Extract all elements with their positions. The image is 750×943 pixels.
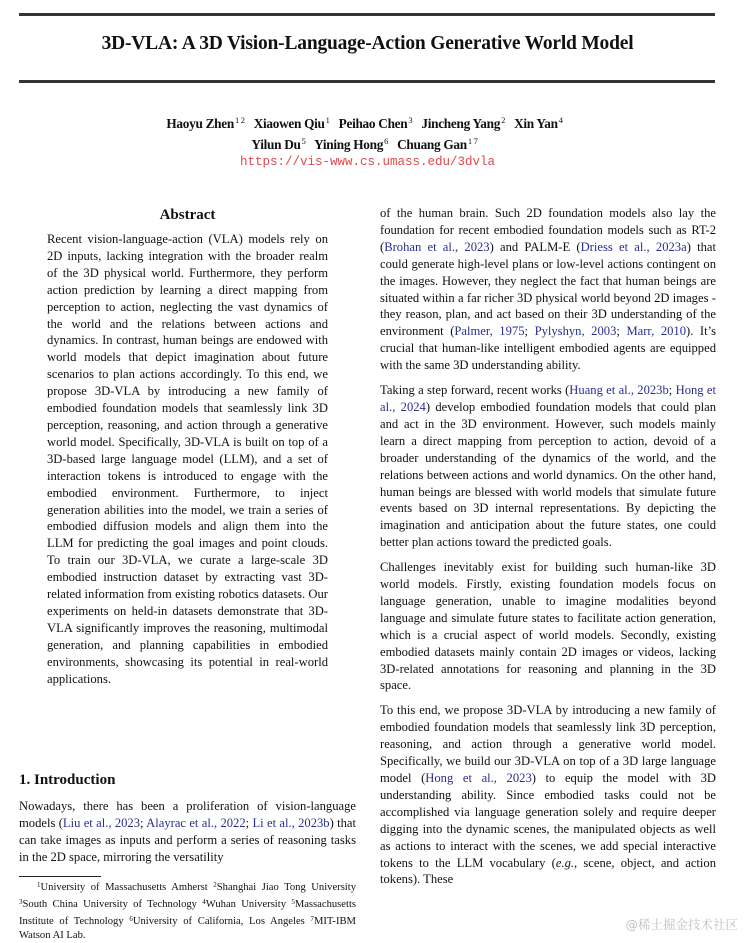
- right-column: [380, 205, 716, 896]
- author-name: Xiaowen Qiu: [253, 116, 325, 131]
- citation-link[interactable]: Hong et al., 2023: [425, 771, 532, 785]
- citation-link[interactable]: Palmer, 1975: [454, 324, 525, 339]
- left-column: [19, 205, 356, 864]
- italic-text: e.g.: [555, 855, 575, 870]
- citation-link[interactable]: Liu et al., 2023: [62, 815, 141, 830]
- citation-link[interactable]: Hong et al., 2024: [380, 383, 716, 414]
- body-text: ) that can take images as inputs and perform a series of reasoning tasks in the 2D space, mirroring the versatility: [19, 815, 356, 864]
- author-name: Peihao Chen: [338, 116, 408, 131]
- intro-paragraph-4: Challenges inevitably exist for building such human-like 3D world models. Firstly, existing foundation models focus on language generation, unable to imagine modalities beyond language and simulate future states to facilitate action generation, which is a crucial aspect of world models. Secondly, existing embodied datasets mainly contain 2D images or videos, lacking 3D-related annotations for reasoning and planning in the 3D space.: [380, 560, 716, 693]
- affiliation: Wuhan University: [205, 899, 292, 910]
- citation-link[interactable]: Huang et al., 2023b: [569, 383, 669, 398]
- author-affiliation: 1: [325, 115, 330, 125]
- author-affiliation: 4: [558, 115, 563, 125]
- abstract-heading: Abstract: [159, 207, 216, 223]
- body-text: ;: [245, 815, 253, 830]
- introduction-heading: 1. Introduction: [19, 772, 116, 788]
- author-line-2: [0, 133, 735, 154]
- author-affiliation: 1 7: [467, 135, 478, 146]
- body-text: Taking a step forward, recent works (: [380, 383, 570, 398]
- author-name: Yining Hong: [314, 136, 384, 152]
- project-url-link[interactable]: https://vis-www.cs.umass.edu/3dvla: [239, 155, 496, 169]
- intro-paragraph-2: [380, 205, 716, 374]
- author-affiliation: 5: [301, 135, 306, 146]
- footnote-mark: 6: [129, 915, 133, 923]
- author-affiliation: 2: [501, 115, 506, 125]
- affiliation: University of California, Los Angeles: [132, 916, 311, 927]
- footnote-mark: 1: [37, 881, 41, 889]
- citation-link[interactable]: Marr, 2010: [626, 324, 687, 339]
- affiliations-footnote: [19, 878, 356, 943]
- affiliation: Shanghai Jiao Tong University: [216, 882, 356, 893]
- body-text: ;: [668, 383, 676, 398]
- abstract-text: Recent vision-language-action (VLA) models rely on 2D inputs, lacking integration with the broader realm of the 3D physical world. Furthermore, they perform action prediction by learning a direct mapping from perception to action, neglecting the vast dynamics of the world and the relations between actions and dynamics. In contrast, human beings are endowed with world models that depict imagination about future scenarios to plan actions accordingly. To this end, we propose 3D-VLA by introducing a new family of embodied foundation models that seamlessly link 3D perception, reasoning, and action through a generative world model. Specifically, 3D-VLA is built on top of a 3D-based large language model (LLM), and a set of interaction tokens is introduced to engage with the embodied environment. Furthermore, to inject generation abilities into the model, we train a series of embodied diffusion models and align them into the LLM for predicting the goal images and point clouds. To train our 3D-VLA, we curate a large-scale 3D embodied instruction dataset by extracting vast 3D-related information from existing robotics datasets. Our experiments on held-in datasets demonstrate that 3D-VLA significantly improves the reasoning, multimodal generation, and planning capabilities in embodied environments, showcasing its potential in real-world applications.: [47, 232, 328, 686]
- body-text: To this end, we propose 3D-VLA by introducing a new family of embodied foundation models that seamlessly link 3D perception, reasoning, and action through a generative world model. Specifically, we build our 3D-VLA on top of a 3D large language model (: [380, 703, 716, 785]
- body-text: Nowadays, there has been a proliferation of vision-language models (: [19, 799, 356, 830]
- affiliation: Massachusetts Institute of Technology: [19, 899, 357, 927]
- body-text: ;: [616, 324, 627, 339]
- introduction-paragraph: [19, 798, 356, 866]
- paper-title: 3D-VLA: A 3D Vision-Language-Action Generative World Model: [101, 33, 634, 54]
- footnote-mark: 2: [213, 881, 217, 889]
- author-list: [0, 112, 735, 153]
- body-text: ) to equip the model with 3D understanding ability. Since embodied tasks could not be accomplished via language generation solely and require deeper digging into the dynamic scenes, the manipulated objects as well as actions to interact with the scenes, we add special interactive tokens to the LLM vocabulary (: [380, 771, 716, 870]
- intro-paragraph-5: [380, 702, 716, 888]
- author-name: Chuang Gan: [397, 136, 467, 152]
- body-text: ;: [524, 324, 535, 339]
- citation-link[interactable]: Alayrac et al., 2022: [146, 815, 246, 830]
- author-name: Haoyu Zhen: [166, 116, 234, 131]
- body-text: , scene, object, and action tokens). These: [380, 855, 717, 887]
- title-top-rule: [19, 13, 715, 16]
- footnote-mark: 3: [19, 898, 23, 906]
- author-affiliation: 1 2: [234, 115, 245, 125]
- title-bottom-rule: [19, 80, 715, 83]
- author-line-1: [0, 112, 735, 133]
- footnote-mark: 5: [291, 898, 295, 906]
- author-name: Jincheng Yang: [421, 116, 501, 131]
- intro-paragraph-3: [380, 382, 716, 551]
- citation-link[interactable]: Li et al., 2023b: [252, 815, 330, 830]
- affiliation: University of Massachusetts Amherst: [40, 882, 214, 893]
- body-text: ) and PALM-E (: [489, 239, 581, 254]
- citation-link[interactable]: Brohan et al., 2023: [384, 239, 490, 254]
- body-text: ;: [140, 815, 147, 830]
- affiliation: MIT-IBM Watson AI Lab.: [19, 916, 356, 941]
- author-name: Xin Yan: [514, 116, 558, 131]
- author-name: Yilun Du: [251, 136, 301, 152]
- footnote-rule: [19, 876, 101, 877]
- citation-link[interactable]: Driess et al., 2023a: [580, 239, 687, 254]
- footnote-mark: 7: [310, 915, 314, 923]
- affiliation: South China University of Technology: [22, 899, 203, 910]
- body-text: ). It’s crucial that human-like intelligent embodied agents are equipped with the same 3D understanding ability.: [380, 324, 717, 373]
- body-text: of the human brain. Such 2D foundation models also lay the foundation for recent embodied foundation models such as RT-2 (: [380, 206, 716, 254]
- watermark-text: @稀土掘金技术社区: [625, 917, 738, 932]
- body-text: ) develop embodied foundation models that could plan and act in the 3D environment. However, such models mainly learn a direct mapping from perception to action, devoid of a broader understanding of the dynamics of the world, and the relations between actions and world dynamics. On the other hand, human beings are blessed with world models that simulate future events based on 3D internal representations. By depicting the imagination and anticipation about the future states, one could better plan actions toward the predicted goals.: [380, 399, 716, 550]
- author-affiliation: 3: [408, 115, 413, 125]
- footnote-mark: 4: [202, 898, 206, 906]
- author-affiliation: 6: [384, 135, 389, 146]
- body-text: ) that could generate high-level plans or low-level actions contingent on the images. However, they neglect the fact that human beings are situated within a far richer 3D physical world beyond 2D images - they reason, plan, and act based on their 3D understanding of the environment (: [380, 239, 716, 339]
- citation-link[interactable]: Pylyshyn, 2003: [534, 324, 617, 339]
